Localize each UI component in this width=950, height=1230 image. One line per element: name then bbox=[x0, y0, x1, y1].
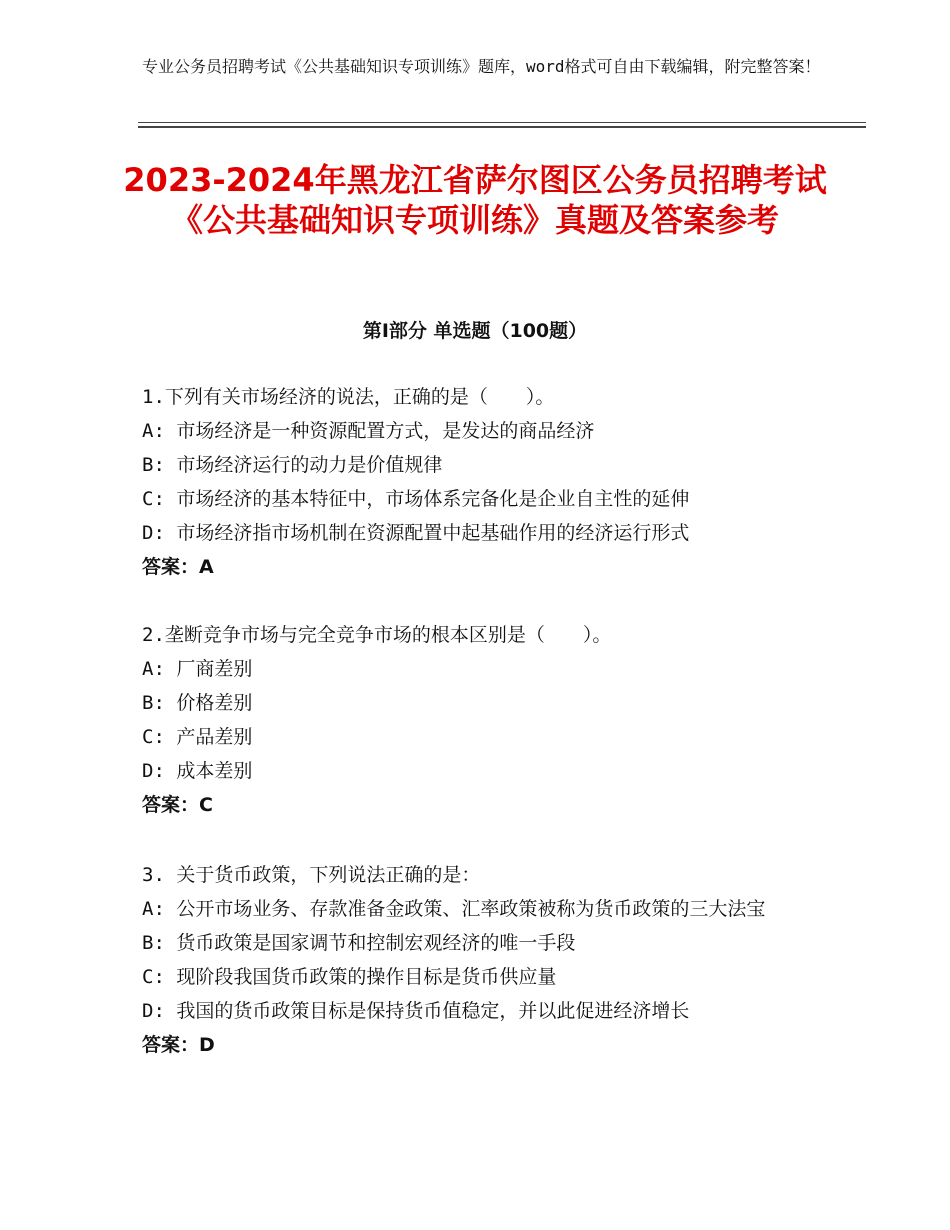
document-title: 2023-2024年黑龙江省萨尔图区公务员招聘考试《公共基础知识专项训练》真题及答案参考 bbox=[123, 161, 827, 239]
header-note: 专业公务员招聘考试《公共基础知识专项训练》题库，word格式可自由下载编辑，附完整答案！ bbox=[142, 57, 821, 76]
option-d: D: 市场经济指市场机制在资源配置中起基础作用的经济运行形式 bbox=[142, 522, 690, 544]
option-b: B: 市场经济运行的动力是价值规律 bbox=[142, 454, 443, 476]
option-a: A: 厂商差别 bbox=[142, 658, 253, 680]
question-stem: 1.下列有关市场经济的说法，正确的是（ ）。 bbox=[142, 386, 555, 408]
option-b: B: 货币政策是国家调节和控制宏观经济的唯一手段 bbox=[142, 932, 576, 954]
header-rule-thin bbox=[138, 122, 866, 123]
section-title: 第Ⅰ部分 单选题（100题） bbox=[362, 320, 588, 342]
question-2 bbox=[142, 618, 832, 822]
question-stem: 3. 关于货币政策，下列说法正确的是： bbox=[142, 864, 481, 886]
option-c: C: 市场经济的基本特征中，市场体系完备化是企业自主性的延伸 bbox=[142, 488, 690, 510]
question-1 bbox=[142, 380, 832, 584]
question-3 bbox=[142, 858, 832, 1062]
option-d: D: 我国的货币政策目标是保持货币值稳定，并以此促进经济增长 bbox=[142, 1000, 690, 1022]
option-c: C: 现阶段我国货币政策的操作目标是货币供应量 bbox=[142, 966, 557, 988]
option-a: A: 市场经济是一种资源配置方式，是发达的商品经济 bbox=[142, 420, 595, 442]
answer: 答案：C bbox=[142, 794, 213, 816]
option-c: C: 产品差别 bbox=[142, 726, 253, 748]
option-b: B: 价格差别 bbox=[142, 692, 253, 714]
header-rule-thick bbox=[138, 126, 866, 128]
option-d: D: 成本差别 bbox=[142, 760, 253, 782]
question-stem: 2.垄断竞争市场与完全竞争市场的根本区别是（ ）。 bbox=[142, 624, 612, 646]
answer: 答案：A bbox=[142, 556, 214, 578]
option-a: A: 公开市场业务、存款准备金政策、汇率政策被称为货币政策的三大法宝 bbox=[142, 898, 766, 920]
answer: 答案：D bbox=[142, 1034, 215, 1056]
